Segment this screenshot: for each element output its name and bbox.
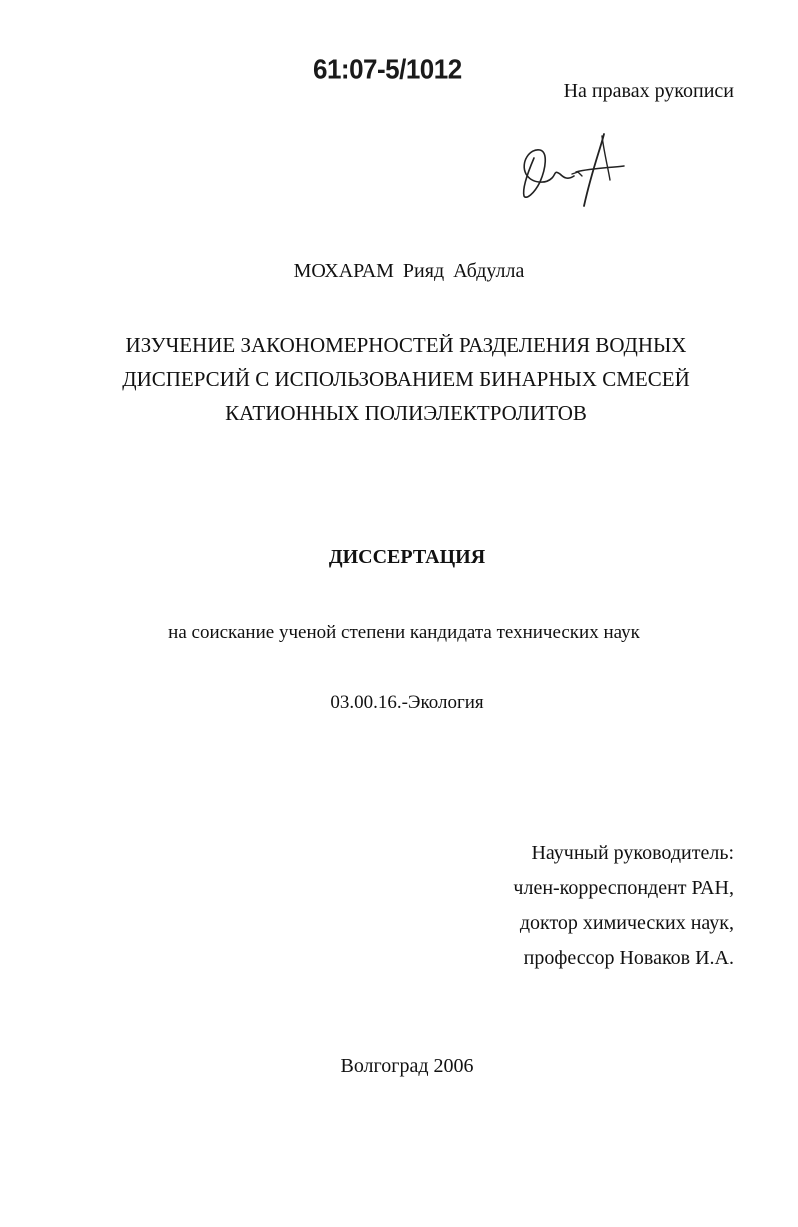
rights-note: На правах рукописи (563, 80, 734, 102)
signature-icon (512, 128, 632, 213)
supervisor-line: Научный руководитель: (531, 842, 734, 864)
library-stamp-code: 61:07-5/1012 (313, 52, 462, 86)
title-line: КАТИОННЫХ ПОЛИЭЛЕКТРОЛИТОВ (225, 401, 587, 425)
document-type: ДИССЕРТАЦИЯ (328, 546, 486, 568)
author-name: МОХАРАМ Рияд Абдулла (293, 260, 525, 282)
dissertation-title (0, 328, 798, 430)
degree-statement: на соискание ученой степени кандидата технических наук (168, 622, 640, 643)
city-year: Волгоград 2006 (340, 1055, 474, 1077)
supervisor-line: доктор химических наук, (519, 912, 734, 934)
supervisor-block (513, 836, 734, 976)
specialty-code: 03.00.16.-Экология (330, 692, 484, 713)
title-line: ДИСПЕРСИЙ С ИСПОЛЬЗОВАНИЕМ БИНАРНЫХ СМЕСЕЙ (122, 367, 690, 391)
supervisor-line: член-корреспондент РАН, (513, 877, 734, 899)
supervisor-line: профессор Новаков И.А. (523, 947, 734, 969)
title-line: ИЗУЧЕНИЕ ЗАКОНОМЕРНОСТЕЙ РАЗДЕЛЕНИЯ ВОДНЫХ (125, 333, 687, 357)
